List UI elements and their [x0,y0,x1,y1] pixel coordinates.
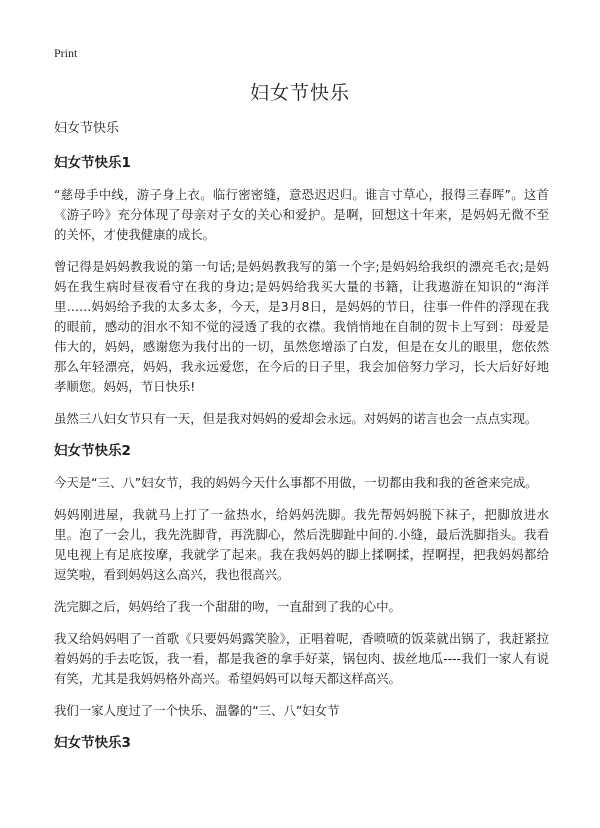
paragraph: 虽然三八妇女节只有一天，但是我对妈妈的爱却会永远。对妈妈的诺言也会一点点实现。 [54,411,538,426]
article-subtitle: 妇女节快乐 [54,121,120,136]
paragraph: 妈妈刚进屋，我就马上打了一盆热水，给妈妈洗脚。我先帮妈妈脱下袜子，把脚放进水里。泡了一会儿，我先洗脚背，再洗脚心，然后洗脚趾中间的.小缝，最后洗脚指头。我看见电视上有足底按摩，我就学了起来。我在我妈妈的脚上揉啊揉，捏啊捏，把我妈妈都给逗笑啦，看到妈妈这么高兴，我也很高兴。 [54,507,549,582]
page-title: 妇女节快乐 [249,82,350,104]
article-body [54,119,549,765]
paragraph: 我又给妈妈唱了一首歌《只要妈妈露笑脸》，正唱着呢，香喷喷的饭菜就出锅了，我赶紧拉着妈妈的手去吃饭，我一看，都是我爸的拿手好菜，锅包肉、拔丝地瓜----我们一家人有说有笑，尤其是我妈妈格外高兴。希望妈妈可以每天都这样高兴。 [54,631,549,686]
print-link[interactable]: Print [54,46,78,60]
paragraph: 洗完脚之后，妈妈给了我一个甜甜的吻，一直甜到了我的心中。 [54,599,401,614]
section-1 [54,153,549,429]
section-3 [54,733,549,753]
paragraph: “慈母手中线，游子身上衣。临行密密缝，意恐迟迟归。谁言寸草心，报得三春晖”。这首《游子吟》充分体现了母亲对子女的关心和爱护。是啊，回想这十年来，是妈妈无微不至的关怀，才使我健康的成长。 [54,187,549,242]
section-2 [54,441,549,721]
paragraph: 曾记得是妈妈教我说的第一句话;是妈妈教我写的第一个字;是妈妈给我织的漂亮毛衣;是妈妈在我生病时昼夜看守在我的身边;是妈妈给我买大量的书籍，让我遨游在知识的“海洋里……妈妈给予我的太多太多，今天，是3月8日，是妈妈的节日，往事一件件的浮现在我的眼前，感动的泪水不知不觉的浸透了我的衣襟。我悄悄地在自制的贺卡上写到：母爱是伟大的，妈妈，感谢您为我付出的一切，虽然您增添了白发，但是在女儿的眼里，您依然那么年轻漂亮，妈妈，我永远爱您，在今后的日子里，我会加倍努力学习，长大后好好地孝顺您。妈妈，节日快乐! [54,259,549,394]
paragraph: 我们一家人度过了一个快乐、温馨的“三、八”妇女节 [54,703,340,718]
section-heading: 妇女节快乐2 [54,443,131,459]
section-heading: 妇女节快乐3 [54,735,131,751]
paragraph: 今天是“三、八”妇女节，我的妈妈今天什么事都不用做，一切都由我和我的爸爸来完成。 [54,475,538,490]
section-heading: 妇女节快乐1 [54,155,131,171]
